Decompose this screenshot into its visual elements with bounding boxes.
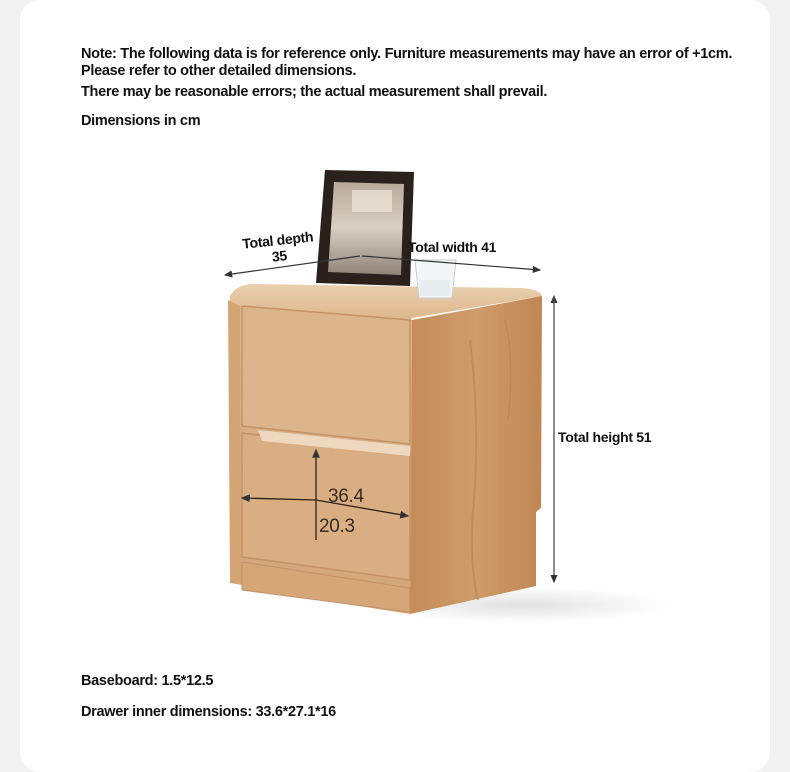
- total-depth-value: 35: [271, 247, 288, 265]
- top-drawer: [242, 306, 410, 444]
- baseboard-spec: Baseboard: 1.5*12.5: [81, 673, 214, 689]
- note-line-1: Note: The following data is for reference only. Furniture measurements may have an error of +1cm.: [81, 46, 733, 62]
- note-line-2: Please refer to other detailed dimensions.: [81, 63, 357, 79]
- dimensions-unit-label: Dimensions in cm: [81, 113, 201, 129]
- total-depth-label: Total depth 35: [242, 228, 316, 267]
- drawer-inner-dimensions: Drawer inner dimensions: 33.6*27.1*16: [81, 704, 336, 720]
- total-width-label: Total width 41: [408, 239, 497, 255]
- drawer-height-value: 20.3: [319, 516, 355, 537]
- note-line-3: There may be reasonable errors; the actual measurement shall prevail.: [81, 84, 548, 100]
- drawer-width-value: 36.4: [328, 486, 364, 507]
- cabinet-left-edge: [228, 300, 242, 585]
- bottom-drawer: [242, 433, 410, 580]
- total-height-label: Total height 51: [558, 429, 652, 445]
